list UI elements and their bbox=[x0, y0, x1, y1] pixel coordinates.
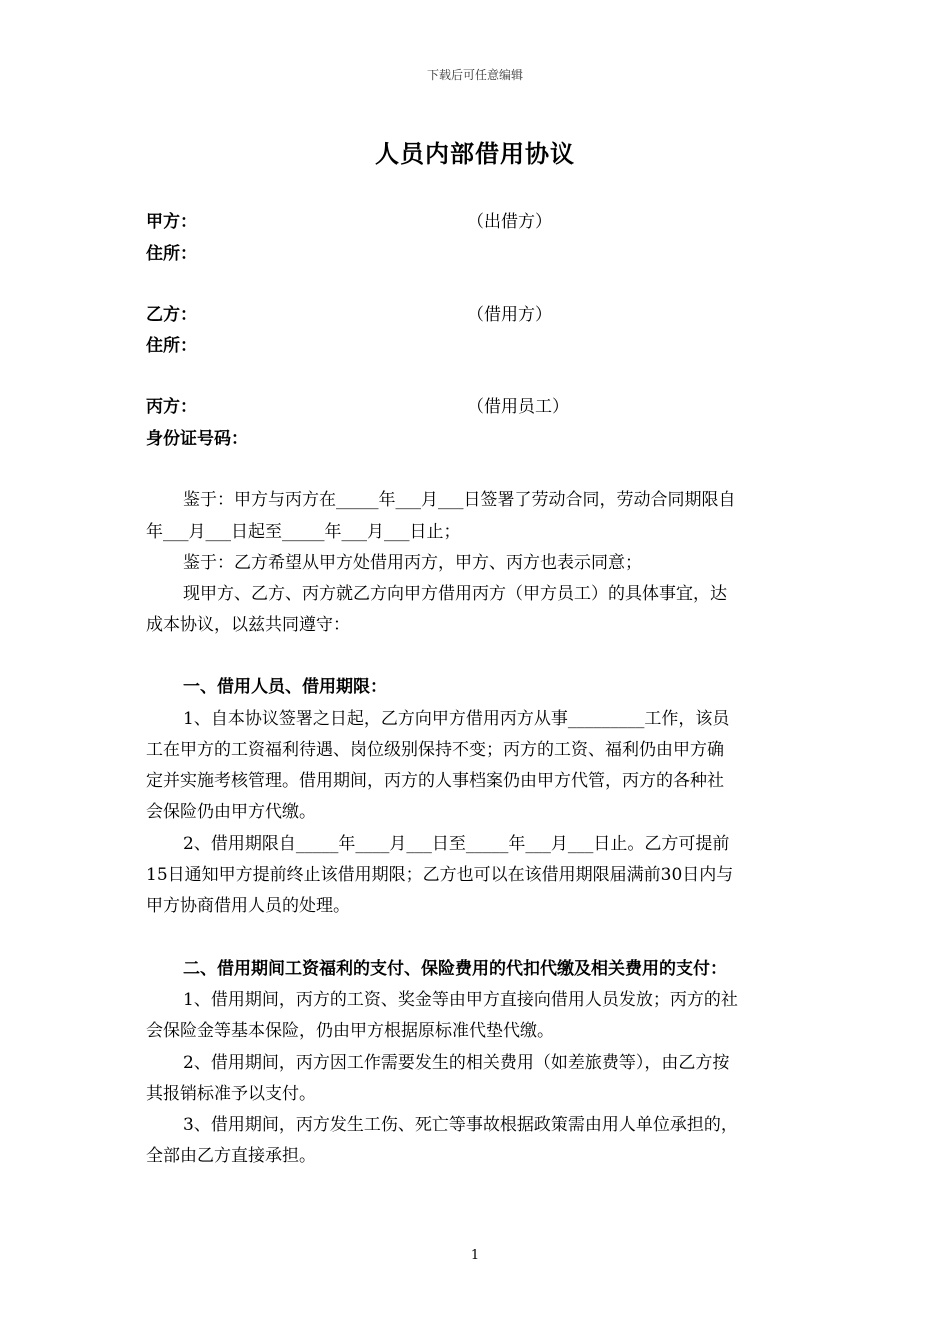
section-1-line: 甲方协商借用人员的处理。 bbox=[146, 896, 350, 916]
party-b-address-label: 住所： bbox=[146, 336, 197, 356]
section-1-line: 定并实施考核管理。借用期间，丙方的人事档案仍由甲方代管，丙方的各种社 bbox=[146, 771, 724, 791]
section-2-line: 全部由乙方直接承担。 bbox=[146, 1146, 316, 1166]
section-1-line: 15日通知甲方提前终止该借用期限；乙方也可以在该借用期限届满前30日内与 bbox=[146, 865, 734, 885]
preamble-line: 鉴于：甲方与丙方在_____年___月___日签署了劳动合同，劳动合同期限自 bbox=[183, 490, 736, 510]
party-a-address-label: 住所： bbox=[146, 244, 197, 264]
section-2-line: 会保险金等基本保险，仍由甲方根据原标准代垫代缴。 bbox=[146, 1021, 554, 1041]
party-b-role: （借用方） bbox=[467, 305, 552, 325]
party-a-role: （出借方） bbox=[467, 212, 552, 232]
section-2-line: 2、借用期间，丙方因工作需要发生的相关费用（如差旅费等），由乙方按 bbox=[183, 1053, 730, 1073]
party-b-label: 乙方： bbox=[146, 305, 197, 325]
section-2-line: 3、借用期间，丙方发生工伤、死亡等事故根据政策需由用人单位承担的， bbox=[183, 1115, 738, 1135]
preamble-line: 成本协议，以兹共同遵守： bbox=[146, 615, 350, 635]
party-a-label: 甲方： bbox=[146, 212, 197, 232]
preamble-line: 现甲方、乙方、丙方就乙方向甲方借用丙方（甲方员工）的具体事宜，达 bbox=[183, 584, 727, 604]
preamble-line: 年___月___日起至_____年___月___日止； bbox=[146, 522, 461, 542]
section-1-line: 1、自本协议签署之日起，乙方向甲方借用丙方从事_________工作，该员 bbox=[183, 709, 730, 729]
section-1-line: 2、借用期限自_____年____月___日至_____年___月___日止。乙方可提前 bbox=[183, 834, 730, 854]
section-1-line: 会保险仍由甲方代缴。 bbox=[146, 802, 316, 822]
section-2-line: 其报销标准予以支付。 bbox=[146, 1084, 316, 1104]
party-c-label: 丙方： bbox=[146, 397, 197, 417]
section-2-line: 1、借用期间，丙方的工资、奖金等由甲方直接向借用人员发放；丙方的社 bbox=[183, 990, 738, 1010]
party-c-role: （借用员工） bbox=[467, 397, 569, 417]
section-2-heading: 二、借用期间工资福利的支付、保险费用的代扣代缴及相关费用的支付： bbox=[183, 959, 727, 979]
page-number: 1 bbox=[470, 1248, 480, 1263]
document-title: 人员内部借用协议 bbox=[375, 139, 575, 168]
section-1-line: 工在甲方的工资福利待遇、岗位级别保持不变；丙方的工资、福利仍由甲方确 bbox=[146, 740, 724, 760]
page-header-note: 下载后可任意编辑 bbox=[426, 68, 523, 82]
section-1-heading: 一、借用人员、借用期限： bbox=[183, 677, 387, 697]
preamble-line: 鉴于：乙方希望从甲方处借用丙方，甲方、丙方也表示同意； bbox=[183, 553, 642, 573]
party-c-id-label: 身份证号码： bbox=[146, 429, 248, 449]
